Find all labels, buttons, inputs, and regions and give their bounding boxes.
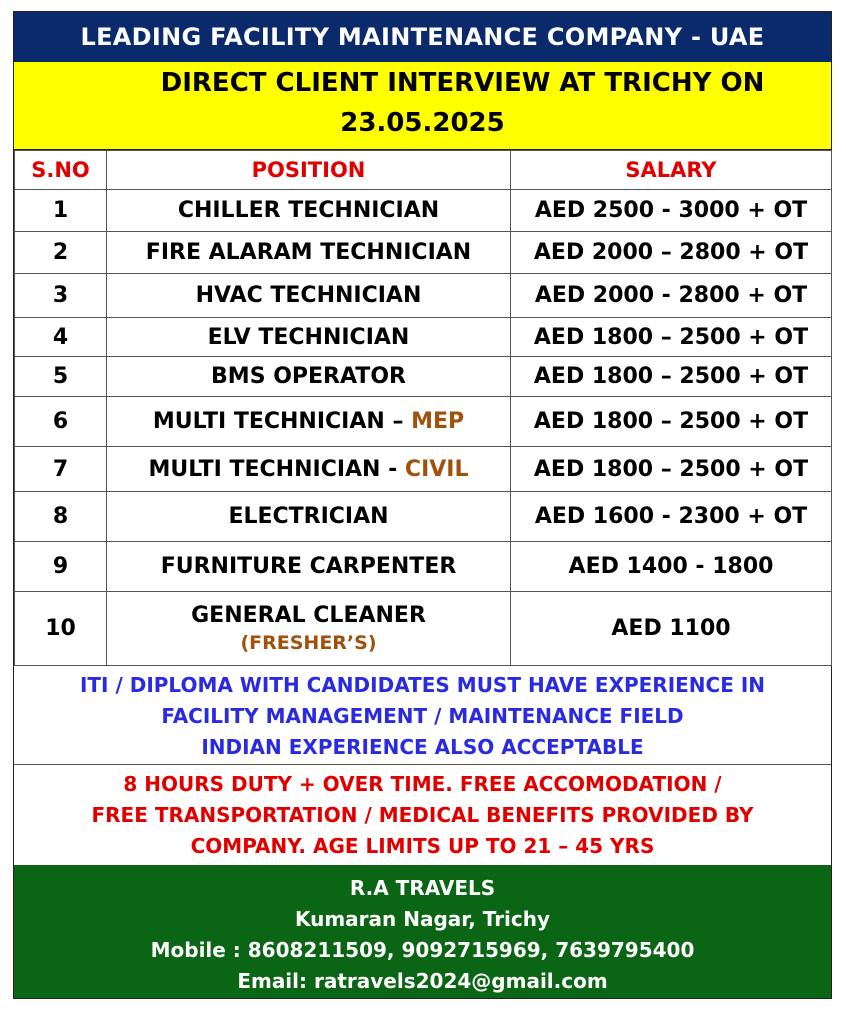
row-salary: AED 2500 - 3000 + OT [511, 190, 832, 232]
benefits-line-3: COMPANY. AGE LIMITS UP TO 21 – 45 YRS [190, 834, 655, 858]
table-row [15, 357, 832, 397]
row-sno: 3 [15, 274, 107, 318]
table-row [15, 190, 832, 232]
positions-table [14, 150, 832, 666]
row-sno: 7 [15, 447, 107, 492]
table-row [15, 274, 832, 318]
row-salary: AED 2000 – 2800 + OT [511, 232, 832, 274]
row-salary: AED 2000 - 2800 + OT [511, 274, 832, 318]
agency-mobile: Mobile : 8608211509, 9092715969, 7639795400 [150, 938, 695, 962]
table-header-row [15, 151, 832, 190]
row-sno: 2 [15, 232, 107, 274]
interview-date: 23.05.2025 [340, 108, 505, 138]
table-row [15, 542, 832, 592]
header-position: POSITION [107, 151, 511, 190]
table-row [15, 232, 832, 274]
row-sno: 1 [15, 190, 107, 232]
requirements-line-1: ITI / DIPLOMA WITH CANDIDATES MUST HAVE EXPERIENCE IN [79, 673, 766, 697]
row-position [107, 592, 511, 666]
table-row [15, 397, 832, 447]
position-text: MULTI TECHNICIAN – [152, 409, 412, 434]
row-position [107, 397, 511, 447]
row-position: CHILLER TECHNICIAN [107, 190, 511, 232]
agency-email: Email: ratravels2024@gmail.com [237, 969, 608, 993]
benefits-line-1: 8 HOURS DUTY + OVER TIME. FREE ACCOMODATION / [123, 772, 722, 796]
position-sub: (FRESHER’S) [240, 632, 377, 654]
row-sno: 4 [15, 318, 107, 357]
position-accent: MEP [411, 409, 465, 434]
requirements-line-2: FACILITY MANAGEMENT / MAINTENANCE FIELD [161, 704, 684, 728]
table-row [15, 318, 832, 357]
row-salary: AED 1800 – 2500 + OT [511, 397, 832, 447]
row-sno: 9 [15, 542, 107, 592]
table-row [15, 492, 832, 542]
table-row [15, 447, 832, 492]
row-sno: 6 [15, 397, 107, 447]
poster-title: LEADING FACILITY MAINTENANCE COMPANY - UAE [14, 12, 831, 62]
row-salary: AED 1800 – 2500 + OT [511, 447, 832, 492]
interview-banner [14, 62, 831, 150]
row-salary: AED 1800 – 2500 + OT [511, 357, 832, 397]
agency-address: Kumaran Nagar, Trichy [294, 907, 551, 931]
row-position: ELV TECHNICIAN [107, 318, 511, 357]
row-position [107, 447, 511, 492]
agency-name: R.A TRAVELS [349, 876, 496, 900]
row-salary: AED 1400 - 1800 [511, 542, 832, 592]
position-text: GENERAL CLEANER [191, 603, 426, 628]
header-salary: SALARY [511, 151, 832, 190]
job-poster [13, 11, 832, 999]
benefits-note [14, 765, 831, 865]
position-accent: CIVIL [404, 456, 469, 482]
requirements-line-3: INDIAN EXPERIENCE ALSO ACCEPTABLE [201, 735, 644, 759]
row-position: FURNITURE CARPENTER [107, 542, 511, 592]
row-sno: 10 [15, 592, 107, 666]
row-sno: 8 [15, 492, 107, 542]
row-position: HVAC TECHNICIAN [107, 274, 511, 318]
benefits-line-2: FREE TRANSPORTATION / MEDICAL BENEFITS PROVIDED BY [91, 803, 754, 827]
row-sno: 5 [15, 357, 107, 397]
row-salary: AED 1800 – 2500 + OT [511, 318, 832, 357]
row-salary: AED 1100 [511, 592, 832, 666]
position-text: MULTI TECHNICIAN - [148, 456, 405, 482]
interview-line-1: DIRECT CLIENT INTERVIEW AT TRICHY ON [160, 68, 765, 98]
table-row [15, 592, 832, 666]
requirements-note [14, 664, 831, 765]
row-position: FIRE ALARAM TECHNICIAN [107, 232, 511, 274]
contact-footer [14, 865, 831, 998]
row-salary: AED 1600 - 2300 + OT [511, 492, 832, 542]
header-sno: S.NO [15, 151, 107, 190]
row-position: BMS OPERATOR [107, 357, 511, 397]
row-position: ELECTRICIAN [107, 492, 511, 542]
